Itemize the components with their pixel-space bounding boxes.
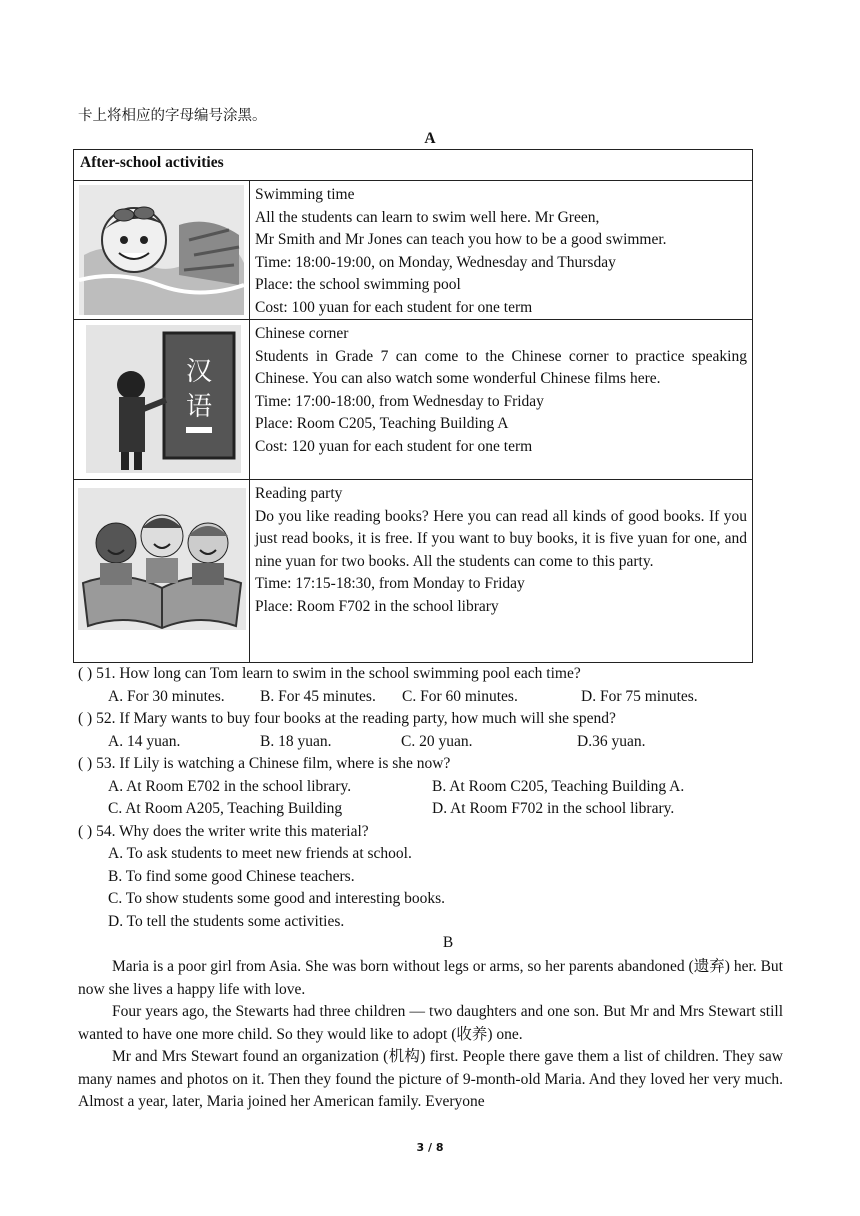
table-header: After-school activities	[74, 150, 753, 181]
q51-option-d: D. For 75 minutes.	[581, 688, 698, 705]
question-53: ( ) 53. If Lily is watching a Chinese film, where is she now?	[78, 755, 451, 772]
page-number: 3 / 8	[416, 1141, 444, 1154]
reading-party-time: Time: 17:15-18:30, from Monday to Friday	[255, 575, 525, 592]
chinese-corner-cell	[250, 320, 753, 480]
q54-option-b: B. To find some good Chinese teachers.	[108, 868, 355, 885]
swimming-time: Time: 18:00-19:00, on Monday, Wednesday and Thursday	[255, 253, 616, 271]
q54-option-d: D. To tell the students some activities.	[108, 913, 345, 930]
reading-party-place: Place: Room F702 in the school library	[255, 597, 499, 615]
q52-option-c: C. 20 yuan.	[401, 733, 473, 750]
q51-option-c: C. For 60 minutes.	[402, 688, 518, 705]
chinese-corner-place: Place: Room C205, Teaching Building A	[255, 415, 509, 432]
q52-option-d: D.36 yuan.	[577, 733, 646, 750]
swimming-place: Place: the school swimming pool	[255, 276, 461, 293]
q53-option-b: B. At Room C205, Teaching Building A.	[432, 778, 685, 795]
q54-option-c: C. To show students some good and interesting books.	[108, 890, 446, 907]
board-text-2: 语	[185, 392, 213, 422]
passage-b-paragraph-3: Mr and Mrs Stewart found an organization (机构) first. People there gave them a list of children. They saw many names and photos on it. Then they found the picture of 9-month-old Maria. And they loved her very much. Almost a year, later, Maria joined her American family. Everyone	[78, 1048, 783, 1111]
q53-option-c: C. At Room A205, Teaching Building	[108, 800, 343, 817]
section-a-heading: A	[424, 130, 436, 147]
swimming-line: All the students can learn to swim well here. Mr Green,	[255, 208, 600, 226]
board-text-1: 汉	[185, 357, 213, 387]
section-b-heading: B	[442, 934, 454, 951]
q53-option-a: A. At Room E702 in the school library.	[108, 778, 352, 795]
question-52: ( ) 52. If Mary wants to buy four books at the reading party, how much will she spend?	[78, 710, 616, 727]
swimming-line: Mr Smith and Mr Jones can teach you how to be a good swimmer.	[255, 231, 667, 248]
reading-party-title: Reading party	[255, 485, 343, 502]
question-51: ( ) 51. How long can Tom learn to swim in the school swimming pool each time?	[78, 665, 581, 682]
reading-party-desc: Do you like reading books? Here you can read all kinds of good books. If you just read books, it is free. If you want to buy books, it is five yuan for one, and nine yuan for two books. All the students can come to this party.	[255, 507, 747, 570]
chinese-corner-time: Time: 17:00-18:00, from Wednesday to Friday	[255, 392, 544, 410]
chinese-corner-desc: Students in Grade 7 can come to the Chinese corner to practice speaking Chinese. You can also watch some wonderful Chinese films here.	[255, 347, 747, 387]
chinese-corner-title: Chinese corner	[255, 325, 349, 342]
children-reading-illustration	[74, 480, 250, 663]
activities-table	[73, 149, 753, 663]
q51-option-b: B. For 45 minutes.	[260, 688, 376, 705]
swimming-cost: Cost: 100 yuan for each student for one term	[255, 298, 533, 316]
teacher-blackboard-illustration	[74, 320, 250, 480]
q54-option-a: A. To ask students to meet new friends at school.	[108, 845, 412, 862]
swimmer-illustration	[74, 181, 250, 320]
q52-option-b: B. 18 yuan.	[260, 733, 332, 750]
q51-option-a: A. For 30 minutes.	[108, 688, 225, 705]
chinese-corner-cost: Cost: 120 yuan for each student for one term	[255, 437, 533, 455]
intro-instruction: 卡上将相应的字母编号涂黑。	[78, 108, 267, 124]
question-54: ( ) 54. Why does the writer write this material?	[78, 823, 369, 840]
passage-b-paragraph-2: Four years ago, the Stewarts had three children — two daughters and one son. But Mr and Mrs Stewart still wanted to have one more child. So they would like to adopt (收养) one.	[78, 1003, 783, 1043]
reading-party-cell	[250, 480, 753, 663]
swimming-time-cell	[250, 181, 753, 320]
q53-option-d: D. At Room F702 in the school library.	[432, 800, 675, 817]
q52-option-a: A. 14 yuan.	[108, 733, 181, 750]
swimming-title: Swimming time	[255, 186, 355, 203]
passage-b-paragraph-1: Maria is a poor girl from Asia. She was born without legs or arms, so her parents abandoned (遗弃) her. But now she lives a happy life with love.	[78, 958, 783, 998]
